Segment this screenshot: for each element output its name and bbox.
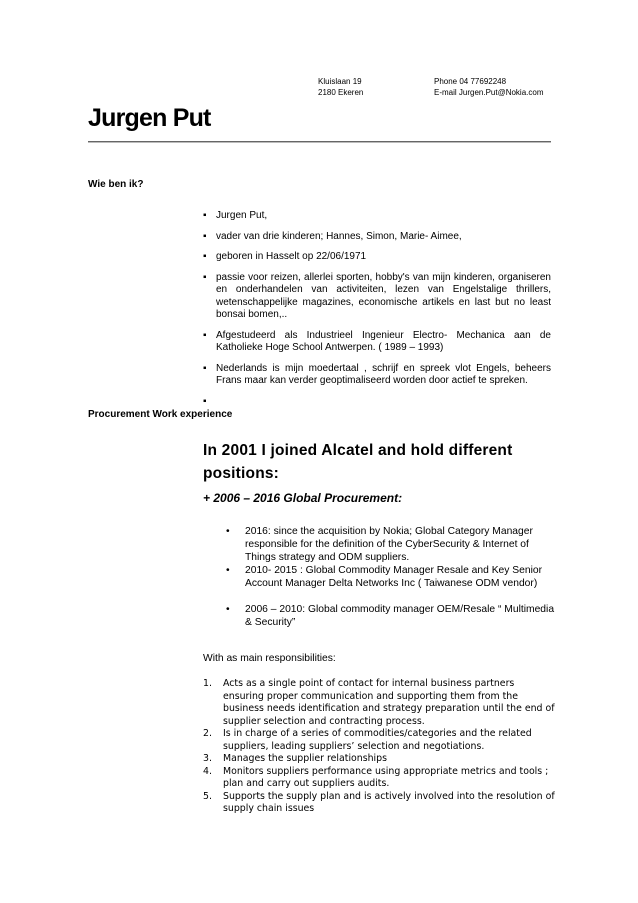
- responsibility-item: [203, 678, 558, 728]
- item-number: 2.: [203, 728, 212, 739]
- responsibility-item: [203, 791, 558, 816]
- work-section-title: Procurement Work experience: [88, 409, 233, 420]
- role-item: • 2016: since the acquisition by Nokia; Global Category Manager responsible for the definition of the CyberSecurity & Internet of Things strategy and ODM suppliers.: [231, 525, 561, 564]
- roles-list: [231, 525, 561, 629]
- about-section-title: Wie ben ik?: [88, 179, 144, 190]
- item-text: Supports the supply plan and is actively involved into the resolution of supply chain issues: [223, 790, 555, 814]
- item-number: 5.: [203, 790, 212, 802]
- responsibilities-intro: With as main responsibilities:: [203, 653, 336, 664]
- item-number: 1.: [203, 678, 212, 689]
- about-item: ▪ vader van drie kinderen; Hannes, Simon, Marie- Aimee,: [203, 231, 551, 244]
- work-intro-heading: In 2001 I joined Alcatel and hold different positions:: [203, 442, 513, 482]
- item-text: Manages the supplier relationships: [223, 753, 387, 764]
- email: E-mail Jurgen.Put@Nokia.com: [434, 88, 544, 97]
- about-item: ▪ geboren in Hasselt op 22/06/1971: [203, 251, 551, 264]
- about-item: ▪ passie voor reizen, allerlei sporten, hobby's van mijn kinderen, organiseren en onderhandelen van activiteiten, lezen van Engelstalige thrillers, wetenschappelijke magazines, economische artikels en last but no least bonsai bomen,..: [203, 272, 551, 322]
- about-list: [203, 210, 551, 396]
- item-text: Acts as a single point of contact for internal business partners ensuring proper communication and supporting them from the business needs identification and strategy preparation until the end of supplier selection and contracting process.: [223, 678, 555, 727]
- phone: Phone 04 77692248: [434, 77, 507, 86]
- address-block: [318, 76, 363, 98]
- responsibilities-list: [203, 678, 558, 816]
- about-item: ▪ Jurgen Put,: [203, 210, 551, 223]
- role-item: • 2010- 2015 : Global Commodity Manager Resale and Key Senior Account Manager Delta Networks Inc ( Taiwanese ODM vendor): [231, 564, 561, 590]
- work-period-heading: + 2006 – 2016 Global Procurement:: [203, 491, 403, 505]
- responsibility-item: [203, 728, 558, 753]
- item-number: 4.: [203, 765, 212, 777]
- city: 2180 Ekeren: [318, 88, 364, 97]
- item-text: Is in charge of a series of commodities/categories and the related suppliers, leading suppliers’ selection and negotiations.: [223, 728, 532, 752]
- about-item: ▪ Nederlands is mijn moedertaal , schrijf en spreek vlot Engels, beheers Frans maar kan verder geoptimaliseerd worden door actief te spreken.: [203, 363, 551, 388]
- item-text: Monitors suppliers performance using appropriate metrics and tools ; plan and carry out suppliers audits.: [223, 765, 549, 789]
- about-item: ▪ Afgestudeerd als Industrieel Ingenieur Electro- Mechanica aan de Katholieke Hoge School Antwerpen. ( 1989 – 1993): [203, 330, 551, 355]
- responsibility-item: [203, 753, 558, 766]
- street: Kluislaan 19: [318, 77, 362, 86]
- page-title: Jurgen Put: [88, 104, 211, 132]
- title-divider: [88, 141, 551, 143]
- responsibility-item: [203, 766, 558, 791]
- role-item: • 2006 – 2010: Global commodity manager OEM/Resale “ Multimedia & Security”: [231, 603, 561, 629]
- item-number: 3.: [203, 753, 212, 764]
- contact-block: [434, 76, 544, 98]
